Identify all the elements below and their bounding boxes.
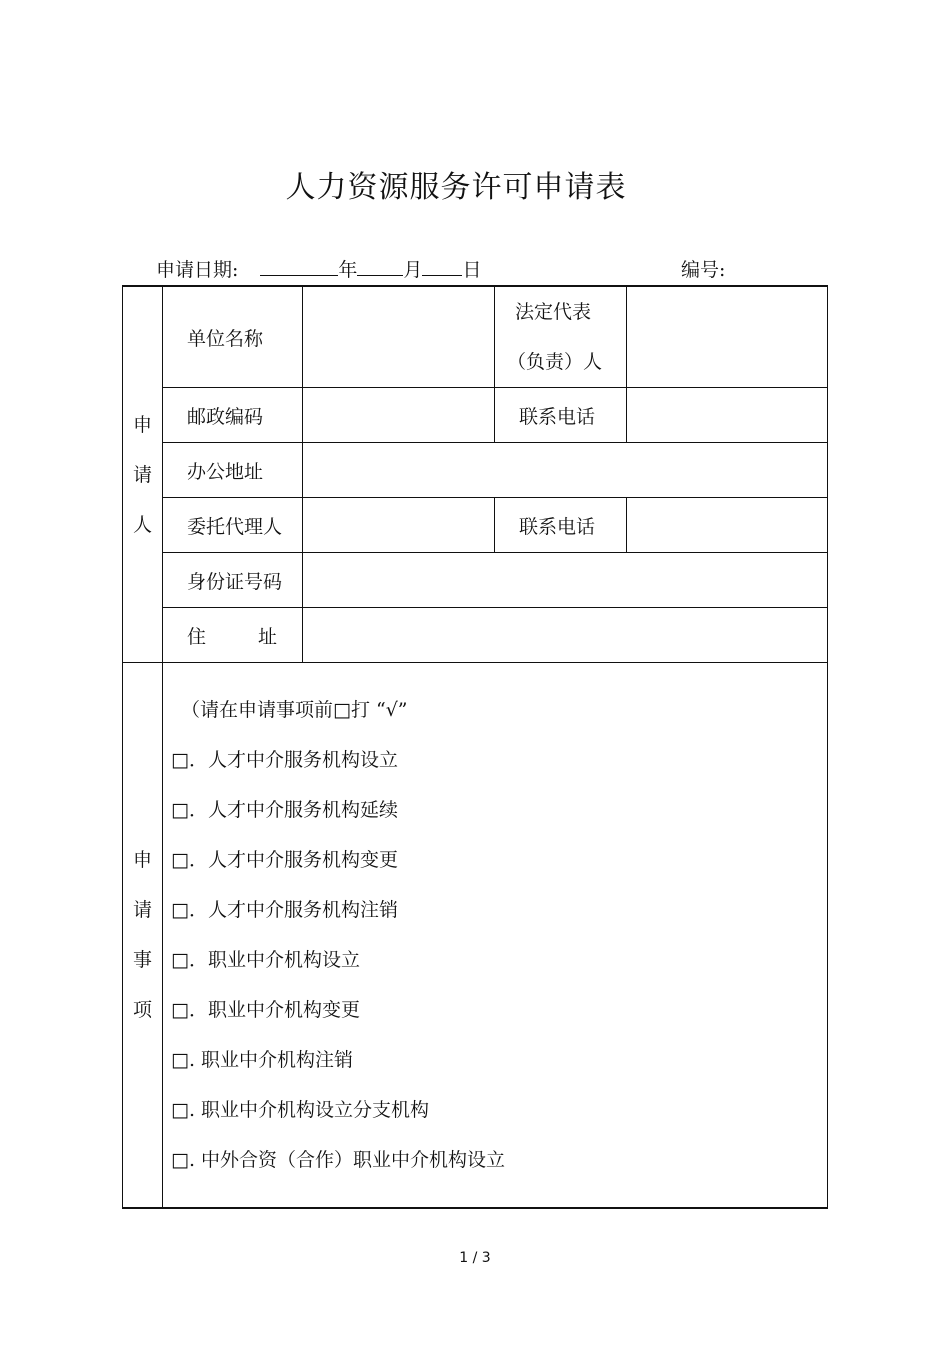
office-address-field[interactable] bbox=[303, 443, 828, 498]
phone2-label: 联系电话 bbox=[495, 498, 627, 553]
unit-name-label: 单位名称 bbox=[163, 286, 303, 388]
list-item[interactable]: □．人才中介服务机构注销 bbox=[171, 899, 398, 921]
agent-label: 委托代理人 bbox=[163, 498, 303, 553]
list-item[interactable]: □．人才中介服务机构延续 bbox=[171, 799, 398, 821]
table-row bbox=[123, 608, 828, 663]
legal-rep-label: 法定代表 （负责）人 bbox=[495, 286, 627, 388]
month-label: 月 bbox=[403, 259, 423, 281]
year-label: 年 bbox=[338, 259, 358, 281]
phone-label: 联系电话 bbox=[495, 388, 627, 443]
residence-field[interactable] bbox=[303, 608, 828, 663]
list-item[interactable]: □．人才中介服务机构设立 bbox=[171, 749, 398, 771]
page-number: 1 / 3 bbox=[459, 1250, 491, 1266]
legal-rep-field[interactable] bbox=[627, 286, 828, 388]
matters-list bbox=[163, 663, 828, 1208]
phone-field[interactable] bbox=[627, 388, 828, 443]
application-form-table bbox=[122, 285, 828, 1209]
table-row bbox=[123, 498, 828, 553]
list-item[interactable]: □. 职业中介机构注销 bbox=[171, 1049, 354, 1071]
residence-label: 住 址 bbox=[163, 608, 303, 663]
list-item[interactable]: □. 职业中介机构设立分支机构 bbox=[171, 1099, 430, 1121]
date-label: 申请日期: bbox=[156, 259, 239, 281]
number-label: 编号: bbox=[681, 259, 726, 281]
id-number-field[interactable] bbox=[303, 553, 828, 608]
phone2-field[interactable] bbox=[627, 498, 828, 553]
application-date-line bbox=[156, 255, 481, 282]
year-blank[interactable] bbox=[260, 259, 338, 276]
day-label: 日 bbox=[462, 259, 482, 281]
matters-section-label: 申 请 事 项 bbox=[123, 663, 163, 1208]
office-address-label: 办公地址 bbox=[163, 443, 303, 498]
matters-instruction: （请在申请事项前□打 “√” bbox=[181, 699, 408, 721]
unit-name-field[interactable] bbox=[303, 286, 495, 388]
list-item[interactable]: □. 中外合资（合作）职业中介机构设立 bbox=[171, 1149, 506, 1171]
table-row bbox=[123, 443, 828, 498]
table-row bbox=[123, 286, 828, 388]
postal-code-field[interactable] bbox=[303, 388, 495, 443]
page-title: 人力资源服务许可申请表 bbox=[285, 170, 627, 205]
postal-code-label: 邮政编码 bbox=[163, 388, 303, 443]
agent-field[interactable] bbox=[303, 498, 495, 553]
list-item[interactable]: □．职业中介机构设立 bbox=[171, 949, 360, 971]
month-blank[interactable] bbox=[357, 259, 403, 276]
applicant-section-label: 申 请 人 bbox=[123, 286, 163, 663]
day-blank[interactable] bbox=[422, 259, 462, 276]
list-item[interactable]: □．人才中介服务机构变更 bbox=[171, 849, 398, 871]
table-row bbox=[123, 388, 828, 443]
table-row bbox=[123, 553, 828, 608]
id-number-label: 身份证号码 bbox=[163, 553, 303, 608]
list-item[interactable]: □．职业中介机构变更 bbox=[171, 999, 360, 1021]
table-row bbox=[123, 663, 828, 1208]
